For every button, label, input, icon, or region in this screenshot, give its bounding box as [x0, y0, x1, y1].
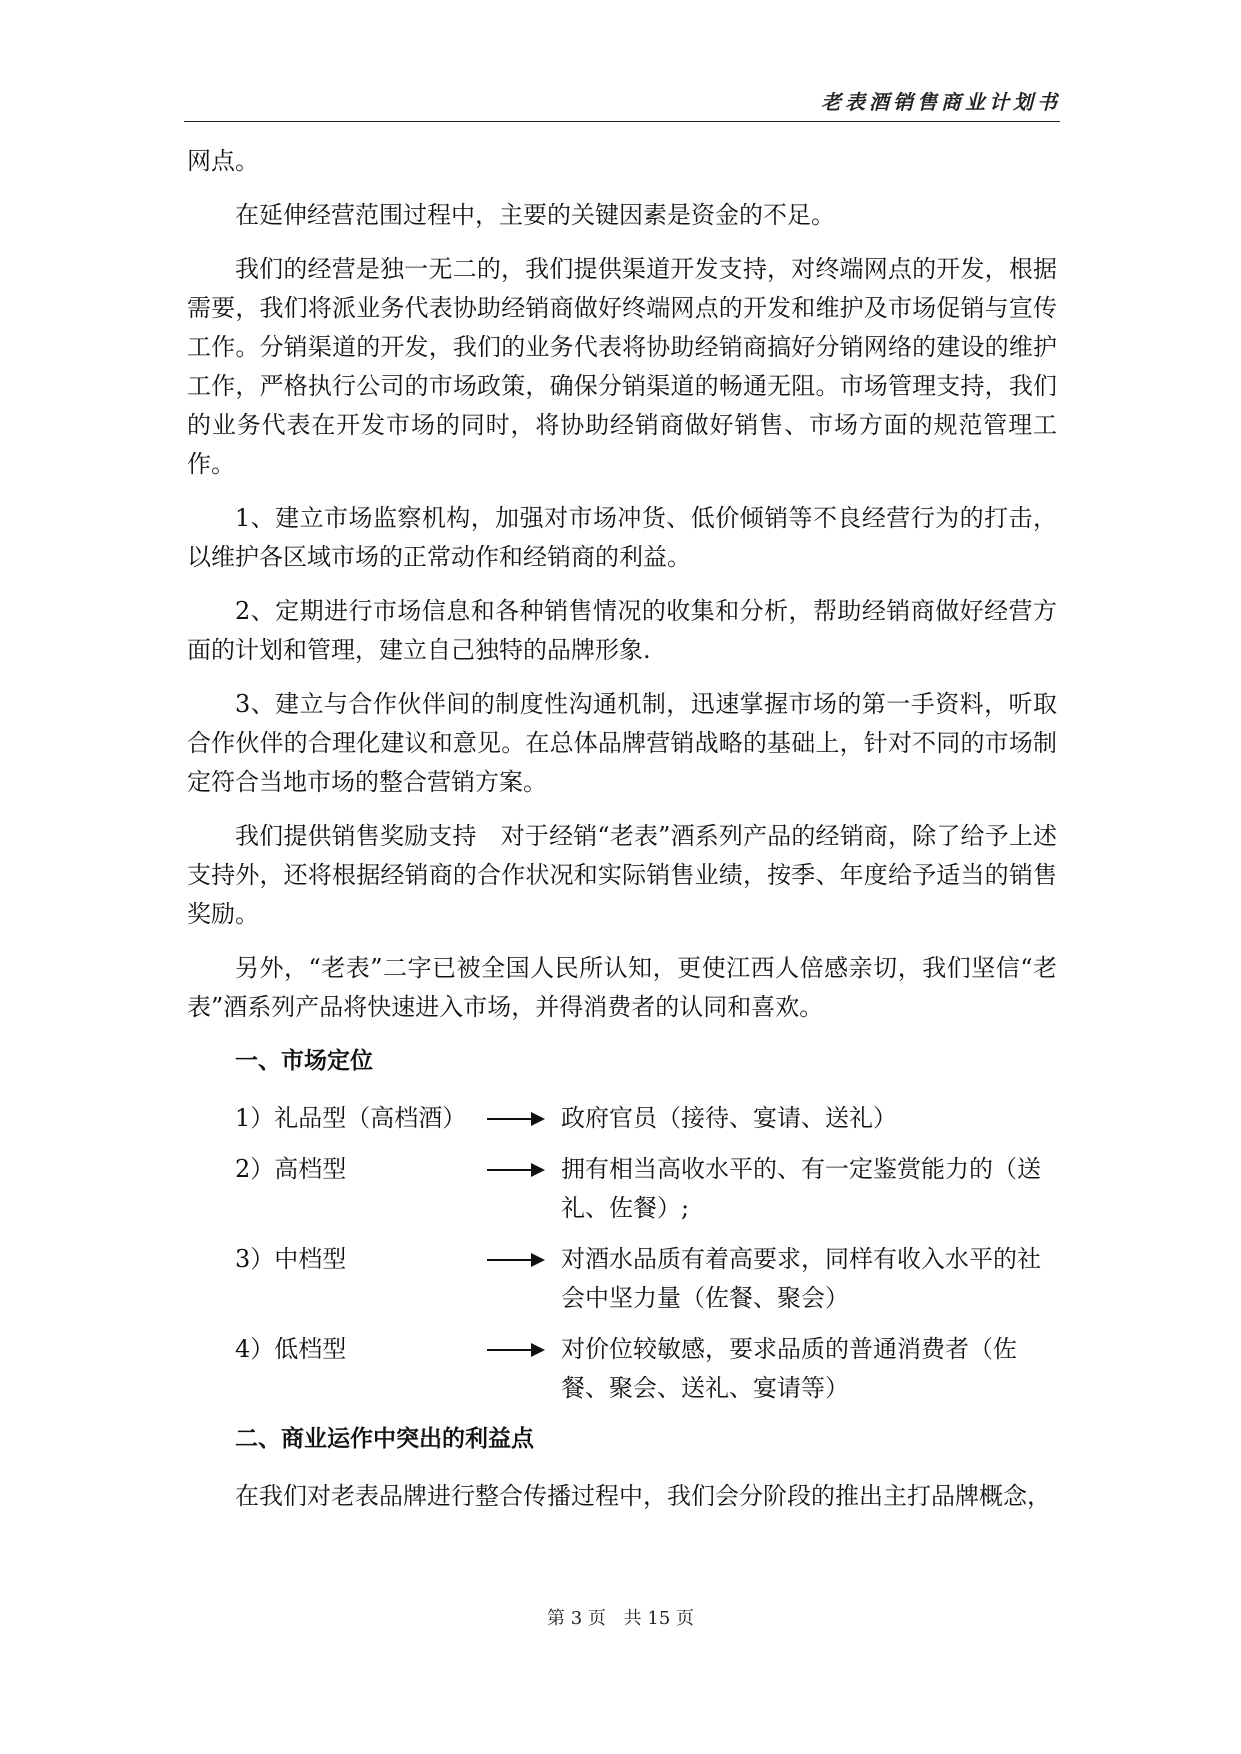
- positioning-row: [235, 1099, 1057, 1138]
- positioning-row: [235, 1150, 1057, 1228]
- page-total: 共 15 页: [623, 1608, 694, 1629]
- paragraph: 在我们对老表品牌进行整合传播过程中，我们会分阶段的推出主打品牌概念，: [235, 1482, 1051, 1510]
- paragraph: 另外，“老表”二字已被全国人民所认知，更使江西人倍感亲切，我们坚信“老表”酒系列产品将快速进入市场，并得消费者的认同和喜欢。: [187, 954, 1057, 1021]
- right-arrow-icon: [487, 1099, 545, 1138]
- positioning-label: 4）低档型: [235, 1335, 347, 1363]
- positioning-description: 对酒水品质有着高要求，同样有收入水平的社会中坚力量（佐餐、聚会）: [561, 1245, 1041, 1312]
- positioning-description: 对价位较敏感，要求品质的普通消费者（佐餐、聚会、送礼、宴请等）: [561, 1335, 1017, 1402]
- section-heading-benefit-points: 二、商业运作中突出的利益点: [235, 1426, 534, 1452]
- paragraph: 3、建立与合作伙伴间的制度性沟通机制，迅速掌握市场的第一手资料，听取合作伙伴的合理化建议和意见。在总体品牌营销战略的基础上，针对不同的市场制定符合当地市场的整合营销方案。: [187, 690, 1057, 796]
- header-rule: [184, 121, 1060, 122]
- page-footer: [0, 1604, 1241, 1630]
- paragraph: 2、定期进行市场信息和各种销售情况的收集和分析，帮助经销商做好经营方面的计划和管理，建立自己独特的品牌形象.: [187, 597, 1057, 664]
- paragraph: 在延伸经营范围过程中，主要的关键因素是资金的不足。: [235, 201, 835, 229]
- right-arrow-icon: [487, 1150, 545, 1189]
- paragraph: 1、建立市场监察机构，加强对市场冲货、低价倾销等不良经营行为的打击，以维护各区域市场的正常动作和经销商的利益。: [187, 504, 1057, 571]
- positioning-label: 1）礼品型（高档酒）: [235, 1104, 467, 1132]
- paragraph: 我们提供销售奖励支持 对于经销“老表”酒系列产品的经销商，除了给予上述支持外，还将根据经销商的合作状况和实际销售业绩，按季、年度给予适当的销售奖励。: [187, 822, 1057, 928]
- paragraph: 网点。: [187, 147, 259, 175]
- positioning-row: [235, 1240, 1057, 1318]
- right-arrow-icon: [487, 1240, 545, 1279]
- paragraph: 我们的经营是独一无二的，我们提供渠道开发支持，对终端网点的开发，根据需要，我们将派业务代表协助经销商做好终端网点的开发和维护及市场促销与宣传工作。分销渠道的开发，我们的业务代表将协助经销商搞好分销网络的建设的维护工作，严格执行公司的市场政策，确保分销渠道的畅通无阻。市场管理支持，我们的业务代表在开发市场的同时，将协助经销商做好销售、市场方面的规范管理工作。: [187, 255, 1057, 478]
- section-heading-market-positioning: 一、市场定位: [235, 1048, 373, 1074]
- right-arrow-icon: [487, 1330, 545, 1369]
- positioning-label: 2）高档型: [235, 1155, 347, 1183]
- page-content: [187, 142, 1057, 1531]
- positioning-description: 政府官员（接待、宴请、送礼）: [561, 1104, 897, 1132]
- page-number: 第 3 页: [547, 1608, 606, 1629]
- positioning-row: [235, 1330, 1057, 1408]
- header-title: 老表酒销售商业计划书: [821, 90, 1061, 114]
- positioning-description: 拥有相当高收水平的、有一定鉴赏能力的（送礼、佐餐）;: [561, 1155, 1041, 1222]
- positioning-label: 3）中档型: [235, 1245, 347, 1273]
